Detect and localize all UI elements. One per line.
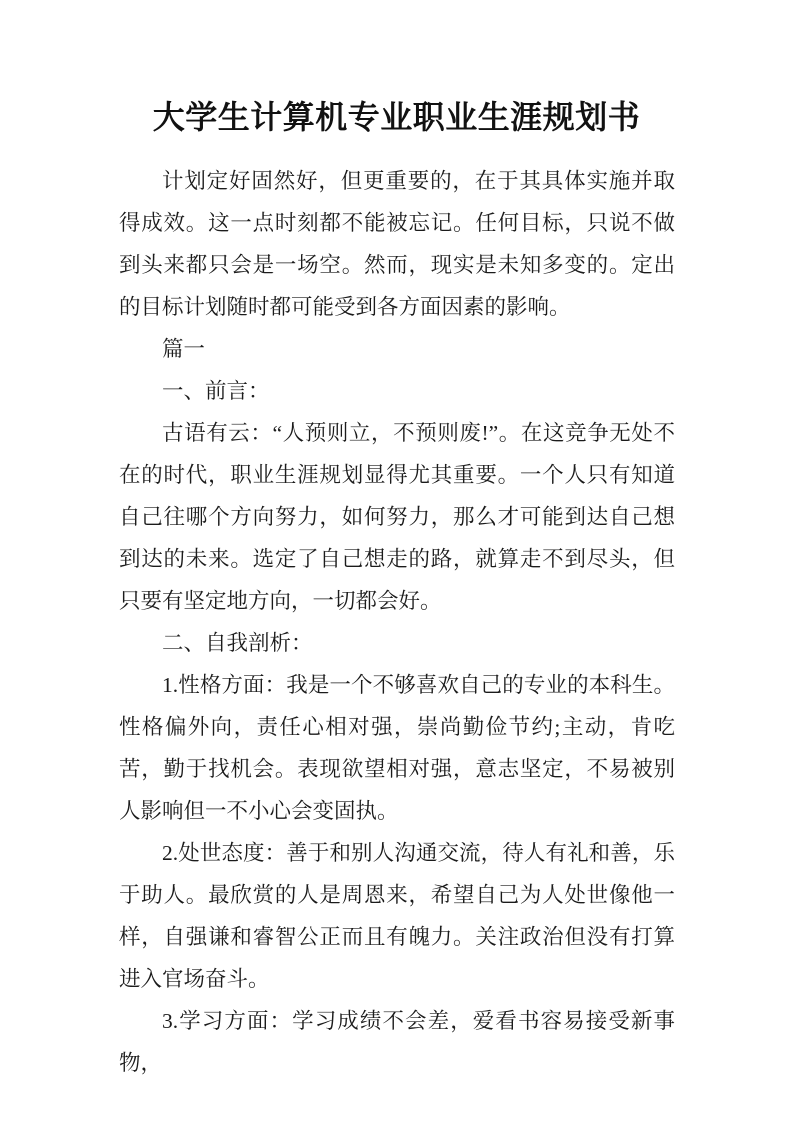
paragraph-intro: 计划定好固然好，但更重要的，在于其具体实施并取得成效。这一点时刻都不能被忘记。任何目标，只说不做到头来都只会是一场空。然而，现实是未知多变的。定出的目标计划随时都可能受到各方面因素的影响。 — [119, 169, 675, 319]
document-title: 大学生计算机专业职业生涯规划书 — [152, 99, 641, 135]
section-heading-self-analysis: 二、自我剖析： — [162, 631, 313, 655]
paragraph-study: 3.学习方面：学习成绩不会差，爱看书容易接受新事物， — [119, 1009, 675, 1075]
paragraph-foreword: 古语有云：“人预则立，不预则废!”。在这竞争无处不在的时代，职业生涯规划显得尤其重要。一个人只有知道自己往哪个方向努力，如何努力，那么才可能到达自己想到达的未来。选定了自己想走的路，就算走不到尽头，但只要有坚定地方向，一切都会好。 — [119, 421, 675, 613]
paragraph-part-one-label: 篇一 — [162, 337, 206, 361]
document-body — [119, 160, 675, 1084]
paragraph-personality: 1.性格方面：我是一个不够喜欢自己的专业的本科生。性格偏外向，责任心相对强，崇尚勤俭节约;主动，肯吃苦，勤于找机会。表现欲望相对强，意志坚定，不易被别人影响但一不小心会变固执。 — [119, 673, 675, 823]
paragraph-attitude: 2.处世态度：善于和别人沟通交流，待人有礼和善，乐于助人。最欣赏的人是周恩来，希望自己为人处世像他一样，自强谦和睿智公正而且有魄力。关注政治但没有打算进入官场奋斗。 — [119, 841, 675, 991]
section-heading-foreword: 一、前言： — [162, 379, 270, 403]
